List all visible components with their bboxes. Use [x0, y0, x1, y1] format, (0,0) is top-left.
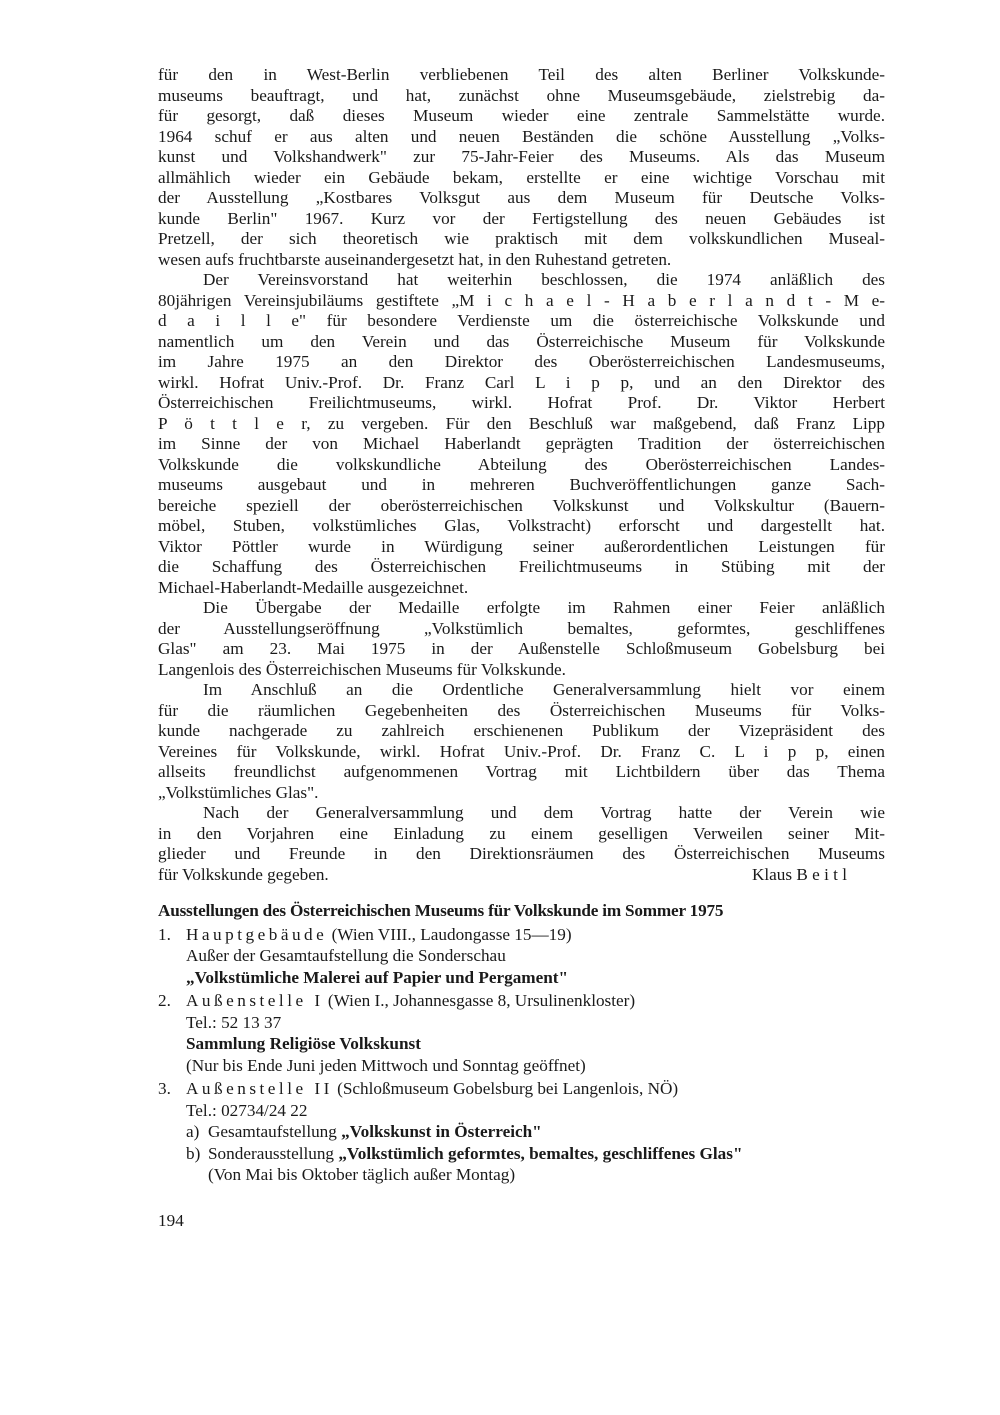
telephone: Tel.: 02734/24 22: [186, 1100, 308, 1120]
exhibition-title: „Volkstümlich geformtes, bemaltes, geschliffenes Glas": [338, 1143, 743, 1163]
address: (Wien I., Johannesgasse 8, Ursulinenkloster): [327, 991, 636, 1010]
item-number: 2.: [158, 991, 171, 1010]
text-line: Viktor Pöttler wurde in Würdigung seiner außerordentlichen Leistungen für: [158, 536, 885, 556]
text-line: für den in West-Berlin verbliebenen Teil des alten Berliner Volkskunde-: [158, 65, 885, 84]
text-line: glieder und Freunde in den Direktionsräumen des Österreichischen Museums: [158, 844, 885, 863]
text-line: Volkskunde die volkskundliche Abteilung des Oberösterreichischen Landes-: [158, 454, 885, 474]
text-line: Pretzell, der sich theoretisch wie praktisch mit dem volkskundlichen Museal-: [158, 229, 885, 248]
text-line: Österreichischen Freilichtmuseums, wirkl. Hofrat Prof. Dr. Viktor Herbert: [158, 393, 885, 412]
text-line: Glas" am 23. Mai 1975 in der Außenstelle Schloßmuseum Gobelsburg bei: [158, 639, 885, 658]
address: (Wien VIII., Laudongasse 15—19): [331, 924, 572, 944]
text-line: namentlich um den Verein und das Österreichische Museum für Volkskunde: [158, 331, 885, 351]
text-line: der Ausstellung „Kostbares Volksgut aus dem Museum für Deutsche Volks-: [158, 188, 885, 207]
text-line: Die Übergabe der Medaille erfolgte im Rahmen einer Feier anläßlich: [203, 598, 885, 617]
text-line: „Volkstümliches Glas".: [158, 782, 319, 802]
exhibition-item: [158, 990, 898, 1076]
text-line: d a i l l e" für besondere Verdienste um die österreichische Volkskunde und: [158, 311, 885, 330]
text-line: Michael-Haberlandt-Medaille ausgezeichnet.: [158, 577, 469, 597]
text-line: im Sinne der von Michael Haberlandt geprägten Tradition der österreichischen: [158, 434, 885, 453]
text-line: kunde Berlin" 1967. Kurz vor der Fertigstellung des neuen Gebäudes ist: [158, 208, 885, 228]
text-line: kunst und Volkshandwerk" zur 75-Jahr-Feier des Museums. Als das Museum: [158, 147, 885, 166]
text-line: für die räumlichen Gegebenheiten des Österreichischen Museums für Volks-: [158, 700, 885, 720]
text-line: Langenlois des Österreichischen Museums für Volkskunde.: [158, 659, 566, 679]
location-name: Außenstelle I: [186, 991, 324, 1010]
sub-text: Sonderausstellung: [208, 1143, 339, 1163]
text-line: Vereines für Volkskunde, wirkl. Hofrat Univ.-Prof. Dr. Franz C. L i p p, einen: [158, 741, 885, 761]
sub-text: Gesamtaufstellung: [208, 1122, 342, 1141]
text-line: in den Vorjahren eine Einladung zu einem geselligen Verweilen seiner Mit-: [158, 823, 885, 843]
exhibition-title: „Volkstümliche Malerei auf Papier und Pergament": [186, 967, 569, 987]
text-line: die Schaffung des Österreichischen Freilichtmuseums in Stübing mit der: [158, 557, 885, 576]
exhibition-title: Sammlung Religiöse Volkskunst: [186, 1034, 421, 1053]
text-line: möbel, Stuben, volkstümliches Glas, Volkstracht) erforscht und dargestellt hat.: [158, 516, 885, 535]
text-line: museums beauftragt, und hat, zunächst ohne Museumsgebäude, zielstrebig da-: [158, 85, 885, 105]
exhibition-item: [158, 1078, 898, 1186]
text-line: wirkl. Hofrat Univ.-Prof. Dr. Franz Carl L i p p, und an den Direktor des: [158, 372, 885, 392]
description: Außer der Gesamtaufstellung die Sonderschau: [186, 946, 506, 965]
text-line: im Jahre 1975 an den Direktor des Oberösterreichischen Landesmuseums,: [158, 352, 885, 371]
address: (Schloßmuseum Gobelsburg bei Langenlois, NÖ): [337, 1079, 679, 1098]
sub-key: a): [186, 1122, 200, 1141]
text-line: [158, 865, 885, 886]
text-line: P ö t t l e r, zu vergeben. Für den Beschluß war maßgebend, daß Franz Lipp: [158, 413, 885, 433]
text-line: allseits freundlichst aufgenommenen Vortrag mit Lichtbildern über das Thema: [158, 762, 885, 781]
exhibition-title: „Volkskunst in Österreich": [341, 1122, 542, 1141]
exhibitions-heading: Ausstellungen des Österreichischen Museums für Volkskunde im Sommer 1975: [158, 901, 724, 920]
item-number: 3.: [158, 1079, 171, 1098]
sub-item-b: [186, 1143, 743, 1165]
page-number: 194: [158, 1211, 184, 1230]
text-line-content: für Volkskunde gegeben.: [158, 864, 329, 884]
text-line: Im Anschluß an die Ordentliche Generalversammlung hielt vor einem: [203, 680, 885, 699]
item-number: 1.: [158, 924, 171, 944]
exhibition-item: [158, 924, 898, 989]
sub-key: b): [186, 1143, 201, 1163]
text-line: Der Vereinsvorstand hat weiterhin beschlossen, die 1974 anläßlich des: [203, 270, 885, 289]
location-name: Hauptgebäude: [186, 924, 328, 944]
sub-item-a: [186, 1121, 743, 1143]
text-line: bereiche speziell der oberösterreichischen Volkskunst und Volkskultur (Bauern-: [158, 495, 885, 515]
body-text: [158, 65, 885, 885]
text-line: wesen aufs fruchtbarste auseinandergesetzt hat, in den Ruhestand getreten.: [158, 249, 672, 269]
text-line: für gesorgt, daß dieses Museum wieder eine zentrale Sammelstätte wurde.: [158, 106, 885, 125]
text-line: allmählich wieder ein Gebäude bekam, erstellte er eine wichtige Vorschau mit: [158, 167, 885, 187]
text-line: museums ausgebaut und in mehreren Buchveröffentlichungen ganze Sach-: [158, 475, 885, 494]
opening-note: (Von Mai bis Oktober täglich außer Montag): [208, 1165, 516, 1184]
text-line: Nach der Generalversammlung und dem Vortrag hatte der Verein wie: [203, 803, 885, 822]
location-name: Außenstelle II: [186, 1079, 333, 1098]
text-line: 1964 schuf er aus alten und neuen Beständen die schöne Ausstellung „Volks-: [158, 126, 885, 146]
text-line: der Ausstellungseröffnung „Volkstümlich bemaltes, geformtes, geschliffenes: [158, 618, 885, 638]
text-line: 80jährigen Vereinsjubiläums gestiftete „M i c h a e l - H a b e r l a n d t - M e-: [158, 290, 885, 310]
text-line: kunde nachgerade zu zahlreich erschienenen Publikum der Vizepräsident des: [158, 721, 885, 740]
exhibitions-section: [158, 900, 898, 1186]
telephone: Tel.: 52 13 37: [186, 1012, 282, 1032]
author-signature: Klaus B e i t l: [751, 864, 847, 884]
opening-note: (Nur bis Ende Juni jeden Mittwoch und Sonntag geöffnet): [186, 1055, 586, 1075]
